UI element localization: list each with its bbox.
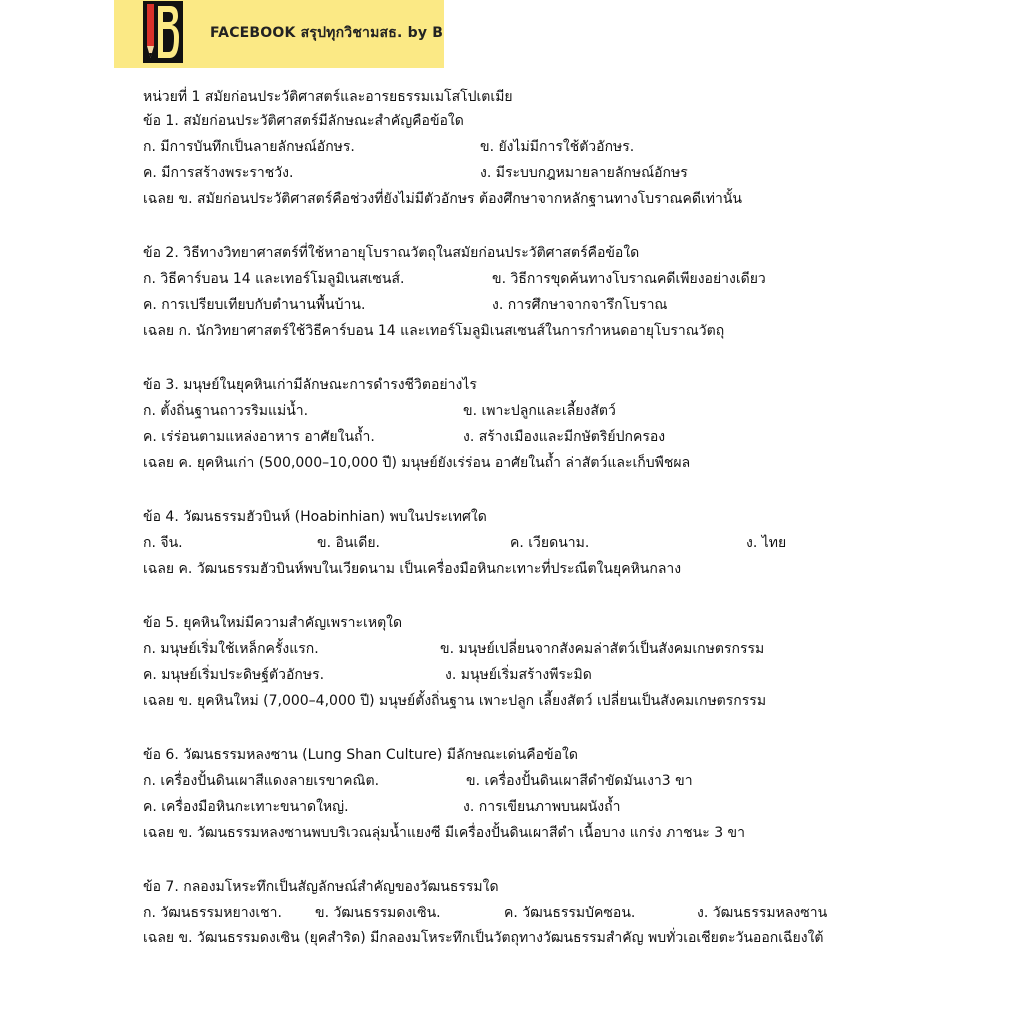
choice-a: ก. วิธีคาร์บอน 14 และเทอร์โมลูมิเนสเซนส์. [143, 271, 405, 287]
question-text: ข้อ 5. ยุคหินใหม่มีความสำคัญเพราะเหตุใด [143, 615, 403, 631]
choice-b: ข. อินเดีย. [317, 535, 380, 551]
answer-text: เฉลย ข. สมัยก่อนประวัติศาสตร์คือช่วงที่ยังไม่มีตัวอักษร ต้องศึกษาจากหลักฐานทางโบราณคดีเท่านั้น [143, 191, 742, 207]
facebook-banner [114, 0, 444, 68]
choice-c: ค. เครื่องมือหินกะเทาะขนาดใหญ่. [143, 799, 349, 815]
pencil-b-logo-icon [142, 0, 184, 64]
question-block [143, 874, 903, 950]
answer-text: เฉลย ค. วัฒนธรรมฮัวบินห์พบในเวียดนาม เป็นเครื่องมือหินกะเทาะที่ประณีตในยุคหินกลาง [143, 561, 682, 577]
choice-row [143, 160, 903, 186]
question-block [143, 372, 903, 476]
choice-c: ค. มีการสร้างพระราชวัง. [143, 165, 294, 181]
choice-row [143, 266, 903, 292]
answer-text: เฉลย ข. วัฒนธรรมหลงซานพบบริเวณลุ่มน้ำแยงซี มีเครื่องปั้นดินเผาสีดำ เนื้อบาง แกร่ง ภาชนะ 3 ขา [143, 825, 745, 841]
question-block [143, 240, 903, 344]
answer-text: เฉลย ข. วัฒนธรรมดงเซิน (ยุคสำริด) มีกลองมโหระทึกเป็นวัตถุทางวัฒนธรรมสำคัญ พบทั่วเอเชียตะวันออกเฉียงใต้ [143, 930, 824, 946]
choice-d: ง. การเขียนภาพบนผนังถ้ำ [463, 799, 621, 815]
choice-row [143, 636, 903, 662]
choice-c: ค. เร่ร่อนตามแหล่งอาหาร อาศัยในถ้ำ. [143, 429, 375, 445]
answer-text: เฉลย ก. นักวิทยาศาสตร์ใช้วิธีคาร์บอน 14 และเทอร์โมลูมิเนสเซนส์ในการกำหนดอายุโบราณวัตถุ [143, 323, 725, 339]
choice-d: ง. วัฒนธรรมหลงซาน [697, 905, 828, 921]
question-text: ข้อ 3. มนุษย์ในยุคหินเก่ามีลักษณะการดำรงชีวิตอย่างไร [143, 377, 477, 393]
choice-row [143, 900, 903, 926]
choice-d: ง. การศึกษาจากจารึกโบราณ [492, 297, 668, 313]
banner-title: FACEBOOK สรุปทุกวิชามสธ. by B [210, 25, 444, 41]
choice-row [143, 530, 903, 556]
choice-c: ค. มนุษย์เริ่มประดิษฐ์ตัวอักษร. [143, 667, 325, 683]
choice-c: ค. วัฒนธรรมบัคซอน. [504, 905, 636, 921]
choice-b: ข. วัฒนธรรมดงเซิน. [315, 905, 441, 921]
choice-a: ก. จีน. [143, 535, 183, 551]
question-text: ข้อ 4. วัฒนธรรมฮัวบินห์ (Hoabinhian) พบในประเทศใด [143, 509, 487, 525]
question-sheet [143, 86, 903, 950]
question-text: ข้อ 7. กลองมโหระทึกเป็นสัญลักษณ์สำคัญของวัฒนธรรมใด [143, 879, 499, 895]
choice-b: ข. มนุษย์เปลี่ยนจากสังคมล่าสัตว์เป็นสังคมเกษตรกรรม [440, 641, 765, 657]
choice-a: ก. ตั้งถิ่นฐานถาวรริมแม่น้ำ. [143, 403, 309, 419]
choice-a: ก. เครื่องปั้นดินเผาสีแดงลายเรขาคณิต. [143, 773, 380, 789]
question-text: ข้อ 1. สมัยก่อนประวัติศาสตร์มีลักษณะสำคัญคือข้อใด [143, 113, 464, 129]
choice-a: ก. วัฒนธรรมหยางเชา. [143, 905, 282, 921]
choice-b: ข. เครื่องปั้นดินเผาสีดำขัดมันเงา3 ขา [466, 773, 693, 789]
choice-d: ง. ไทย [746, 535, 787, 551]
answer-text: เฉลย ข. ยุคหินใหม่ (7,000–4,000 ปี) มนุษย์ตั้งถิ่นฐาน เพาะปลูก เลี้ยงสัตว์ เปลี่ยนเป็นสังคมเกษตรกรรม [143, 693, 767, 709]
choice-c: ค. เวียดนาม. [510, 535, 590, 551]
choice-d: ง. มนุษย์เริ่มสร้างพีระมิด [445, 667, 592, 683]
unit-title: หน่วยที่ 1 สมัยก่อนประวัติศาสตร์และอารยธรรมเมโสโปเตเมีย [143, 89, 513, 105]
choice-a: ก. มนุษย์เริ่มใช้เหล็กครั้งแรก. [143, 641, 319, 657]
question-block [143, 504, 903, 582]
choice-b: ข. เพาะปลูกและเลี้ยงสัตว์ [463, 403, 616, 419]
choice-row [143, 794, 903, 820]
choice-row [143, 398, 903, 424]
choice-row [143, 424, 903, 450]
question-block [143, 610, 903, 714]
choice-row [143, 662, 903, 688]
question-block [143, 742, 903, 846]
choice-b: ข. ยังไม่มีการใช้ตัวอักษร. [480, 139, 635, 155]
question-block [143, 108, 903, 212]
question-text: ข้อ 2. วิธีทางวิทยาศาสตร์ที่ใช้หาอายุโบราณวัตถุในสมัยก่อนประวัติศาสตร์คือข้อใด [143, 245, 640, 261]
choice-d: ง. มีระบบกฎหมายลายลักษณ์อักษร [480, 165, 688, 181]
choice-c: ค. การเปรียบเทียบกับตำนานพื้นบ้าน. [143, 297, 366, 313]
choice-row [143, 768, 903, 794]
choice-row [143, 292, 903, 318]
question-text: ข้อ 6. วัฒนธรรมหลงซาน (Lung Shan Culture) มีลักษณะเด่นคือข้อใด [143, 747, 578, 763]
answer-text: เฉลย ค. ยุคหินเก่า (500,000–10,000 ปี) มนุษย์ยังเร่ร่อน อาศัยในถ้ำ ล่าสัตว์และเก็บพืชผล [143, 455, 691, 471]
choice-d: ง. สร้างเมืองและมีกษัตริย์ปกครอง [463, 429, 666, 445]
choice-b: ข. วิธีการขุดค้นทางโบราณคดีเพียงอย่างเดียว [492, 271, 766, 287]
choice-a: ก. มีการบันทึกเป็นลายลักษณ์อักษร. [143, 139, 355, 155]
choice-row [143, 134, 903, 160]
